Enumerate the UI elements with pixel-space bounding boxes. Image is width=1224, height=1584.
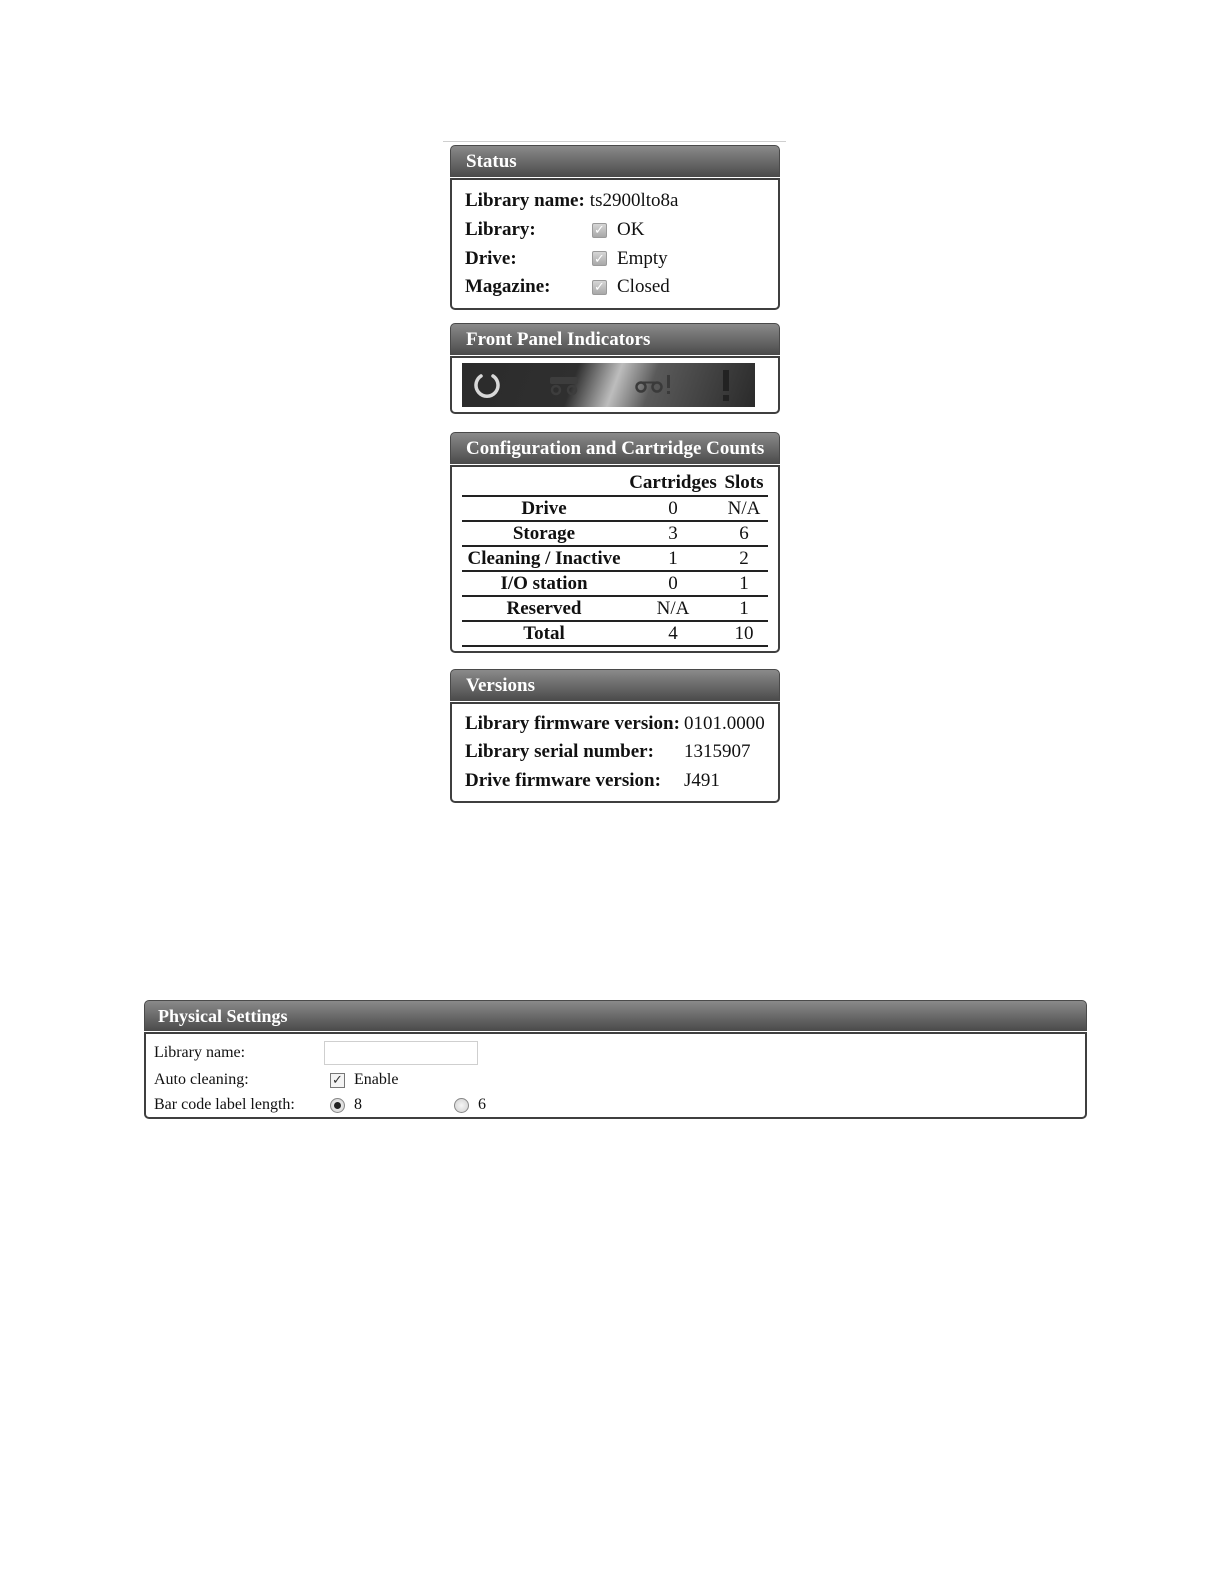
library-firmware-label: Library firmware version: <box>465 713 680 735</box>
row-label: Drive <box>462 496 626 521</box>
slots-cell: 10 <box>720 621 768 646</box>
status-row-library-name <box>465 187 766 216</box>
version-row-serial <box>465 738 768 766</box>
library-firmware-value: 0101.0000 <box>684 713 765 735</box>
row-label: Total <box>462 621 626 646</box>
counts-header: Configuration and Cartridge Counts <box>450 432 780 464</box>
indicator-strip <box>462 363 755 407</box>
serial-number-label: Library serial number: <box>465 741 654 763</box>
error-icon <box>720 363 732 407</box>
library-name-value: ts2900lto8a <box>589 190 679 212</box>
front-panel-indicators-panel <box>450 323 780 414</box>
drive-firmware-value: J491 <box>684 769 720 791</box>
drive-firmware-label: Drive firmware version: <box>465 769 661 791</box>
physical-settings-header: Physical Settings <box>144 1000 1087 1031</box>
slots-cell: 2 <box>720 546 768 571</box>
ok-check-icon: ✓ <box>592 280 607 295</box>
barcode-length-label: Bar code label length: <box>154 1096 295 1113</box>
counts-body <box>450 465 780 653</box>
status-row-magazine <box>465 273 766 302</box>
status-row-drive <box>465 244 766 273</box>
column-header-cartridges: Cartridges <box>626 471 720 496</box>
row-label: Storage <box>462 521 626 546</box>
slots-cell: 6 <box>720 521 768 546</box>
table-row <box>462 621 768 646</box>
cartridges-cell: 4 <box>626 621 720 646</box>
library-name-setting-label: Library name: <box>154 1043 246 1061</box>
setting-row-library-name <box>154 1038 1077 1067</box>
table-row <box>462 571 768 596</box>
front-panel-body <box>450 356 780 414</box>
table-row <box>462 521 768 546</box>
barcode-8-label: 8 <box>354 1096 362 1113</box>
drive-label: Drive: <box>465 247 517 269</box>
top-divider <box>443 141 786 142</box>
power-icon <box>472 363 502 407</box>
barcode-option-6[interactable] <box>454 1096 486 1114</box>
status-body <box>450 178 780 310</box>
row-label: Reserved <box>462 596 626 621</box>
setting-row-auto-cleaning <box>154 1067 1077 1093</box>
versions-header: Versions <box>450 669 780 701</box>
cartridge-counts-panel <box>450 432 780 653</box>
slots-cell: N/A <box>720 496 768 521</box>
status-header: Status <box>450 145 780 177</box>
setting-row-barcode-length <box>154 1093 1077 1117</box>
magazine-label: Magazine: <box>465 276 551 298</box>
cleaning-icon <box>634 363 674 407</box>
slots-cell: 1 <box>720 596 768 621</box>
row-label: I/O station <box>462 571 626 596</box>
versions-body <box>450 702 780 803</box>
drive-status-value: Empty <box>617 247 668 269</box>
table-row <box>462 546 768 571</box>
column-header-blank <box>462 471 626 496</box>
status-panel <box>450 145 780 310</box>
physical-settings-body <box>144 1032 1087 1119</box>
library-status-value: OK <box>617 219 645 241</box>
barcode-6-label: 6 <box>478 1096 486 1113</box>
magazine-status-value: Closed <box>617 276 670 298</box>
cartridges-cell: 0 <box>626 571 720 596</box>
ok-check-icon: ✓ <box>592 223 607 238</box>
library-name-label: Library name: <box>465 190 585 212</box>
cartridges-cell: 1 <box>626 546 720 571</box>
ok-check-icon: ✓ <box>592 251 607 266</box>
table-row <box>462 496 768 521</box>
auto-cleaning-label: Auto cleaning: <box>154 1071 249 1088</box>
slots-cell: 1 <box>720 571 768 596</box>
table-header-row <box>462 471 768 496</box>
row-label: Cleaning / Inactive <box>462 546 626 571</box>
drive-icon <box>548 363 582 407</box>
library-name-input[interactable] <box>324 1041 478 1065</box>
barcode-8-radio[interactable] <box>330 1098 345 1113</box>
table-row <box>462 596 768 621</box>
physical-settings-panel <box>144 1000 1087 1119</box>
serial-number-value: 1315907 <box>684 741 751 763</box>
status-row-library <box>465 216 766 245</box>
cartridges-cell: 0 <box>626 496 720 521</box>
auto-cleaning-enable-label: Enable <box>354 1071 399 1088</box>
counts-table <box>462 471 768 647</box>
barcode-6-radio[interactable] <box>454 1098 469 1113</box>
version-row-drive-firmware <box>465 767 768 795</box>
cartridges-cell: N/A <box>626 596 720 621</box>
versions-panel <box>450 669 780 803</box>
front-panel-header: Front Panel Indicators <box>450 323 780 355</box>
version-row-library-firmware <box>465 710 768 738</box>
library-label: Library: <box>465 219 536 241</box>
column-header-slots: Slots <box>720 471 768 496</box>
auto-cleaning-checkbox[interactable]: ✓ <box>330 1073 345 1088</box>
cartridges-cell: 3 <box>626 521 720 546</box>
barcode-option-8[interactable] <box>330 1096 454 1114</box>
